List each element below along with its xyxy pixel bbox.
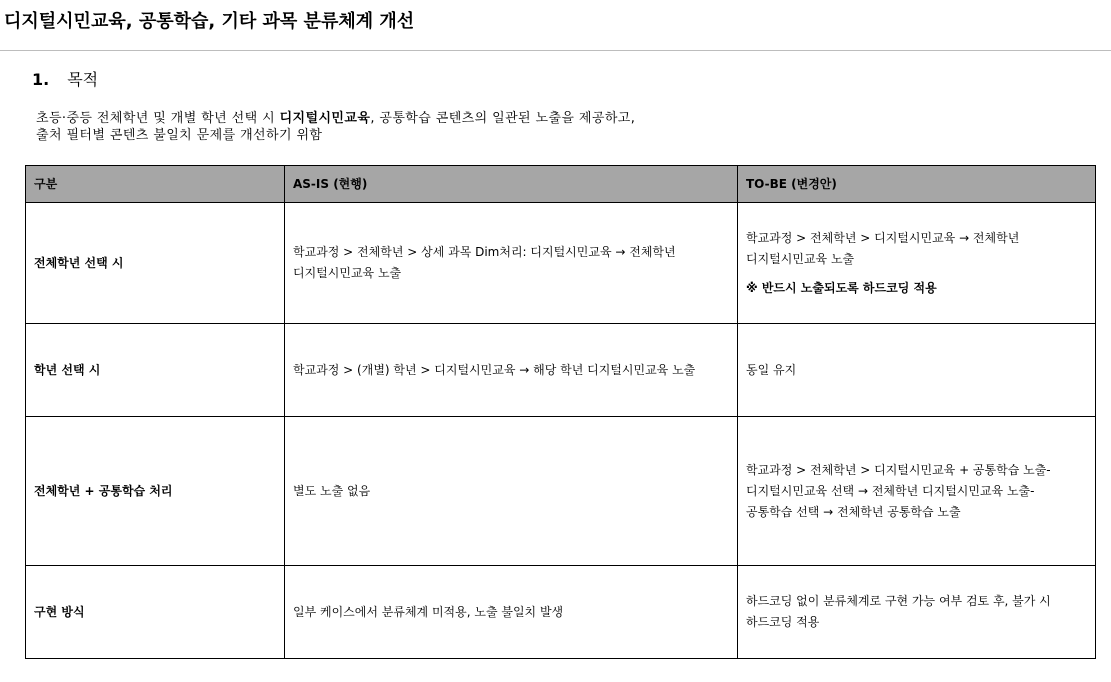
to-be-note: ※ 반드시 노출되도록 하드코딩 적용 (746, 280, 937, 295)
to-be-cell (738, 417, 1096, 566)
document-title: 디지털시민교육, 공통학습, 기타 과목 분류체계 개선 (4, 11, 415, 32)
table-row (26, 203, 1096, 324)
header-category: 구분 (26, 166, 285, 203)
table-row (26, 417, 1096, 566)
table-header-row (26, 166, 1096, 203)
row-category: 전체학년 + 공통학습 처리 (26, 417, 285, 566)
purpose-text-end: , 공통학습 콘텐츠의 일관된 노출을 제공하고, (370, 111, 636, 126)
to-be-line: 하드코딩 없이 분류체계로 구현 가능 여부 검토 후, 불가 시 (746, 594, 1051, 608)
purpose-paragraph (36, 110, 756, 144)
to-be-cell (738, 566, 1096, 659)
row-category: 전체학년 선택 시 (26, 203, 285, 324)
purpose-text-line2: 출처 필터별 콘텐츠 불일치 문제를 개선하기 위함 (36, 128, 323, 143)
to-be-line: 디지털시민교육 노출 (746, 251, 855, 266)
table-row (26, 566, 1096, 659)
section-number: 1. (32, 70, 50, 89)
to-be-line: 학교과정 > 전체학년 > 디지털시민교육 → 전체학년 (746, 230, 1020, 245)
section-heading (32, 68, 98, 92)
to-be-line: 공통학습 선택 → 전체학년 공통학습 노출 (746, 504, 961, 519)
as-is-cell (285, 417, 738, 566)
purpose-text-start: 초등·중등 전체학년 및 개별 학년 선택 시 (36, 111, 280, 126)
header-to-be: TO-BE (변경안) (738, 166, 1096, 203)
as-is-line: 일부 케이스에서 분류체계 미적용, 노출 불일치 발생 (293, 604, 564, 619)
header-as-is: AS-IS (현행) (285, 166, 738, 203)
title-divider (0, 50, 1111, 51)
as-is-line: 학교과정 > 전체학년 > 상세 과목 Dim처리: 디지털시민교육 → 전체학년 (293, 245, 676, 259)
to-be-line: 디지털시민교육 선택 → 전체학년 디지털시민교육 노출- (746, 483, 1035, 498)
to-be-line: 학교과정 > 전체학년 > 디지털시민교육 + 공통학습 노출- (746, 462, 1051, 477)
to-be-cell (738, 203, 1096, 324)
as-is-cell (285, 324, 738, 417)
as-is-line: 별도 노출 없음 (293, 483, 371, 498)
section-title: 목적 (67, 70, 99, 89)
as-is-line: 학교과정 > (개별) 학년 > 디지털시민교육 → 해당 학년 디지털시민교육 노출 (293, 362, 696, 377)
row-category: 구현 방식 (26, 566, 285, 659)
to-be-line: 하드코딩 적용 (746, 615, 820, 629)
as-is-cell (285, 203, 738, 324)
to-be-line: 동일 유지 (746, 362, 797, 377)
comparison-table (25, 165, 1096, 659)
table-row (26, 324, 1096, 417)
purpose-text-bold: 디지털시민교육 (279, 111, 371, 126)
as-is-cell (285, 566, 738, 659)
to-be-cell (738, 324, 1096, 417)
as-is-line: 디지털시민교육 노출 (293, 266, 402, 280)
row-category: 학년 선택 시 (26, 324, 285, 417)
